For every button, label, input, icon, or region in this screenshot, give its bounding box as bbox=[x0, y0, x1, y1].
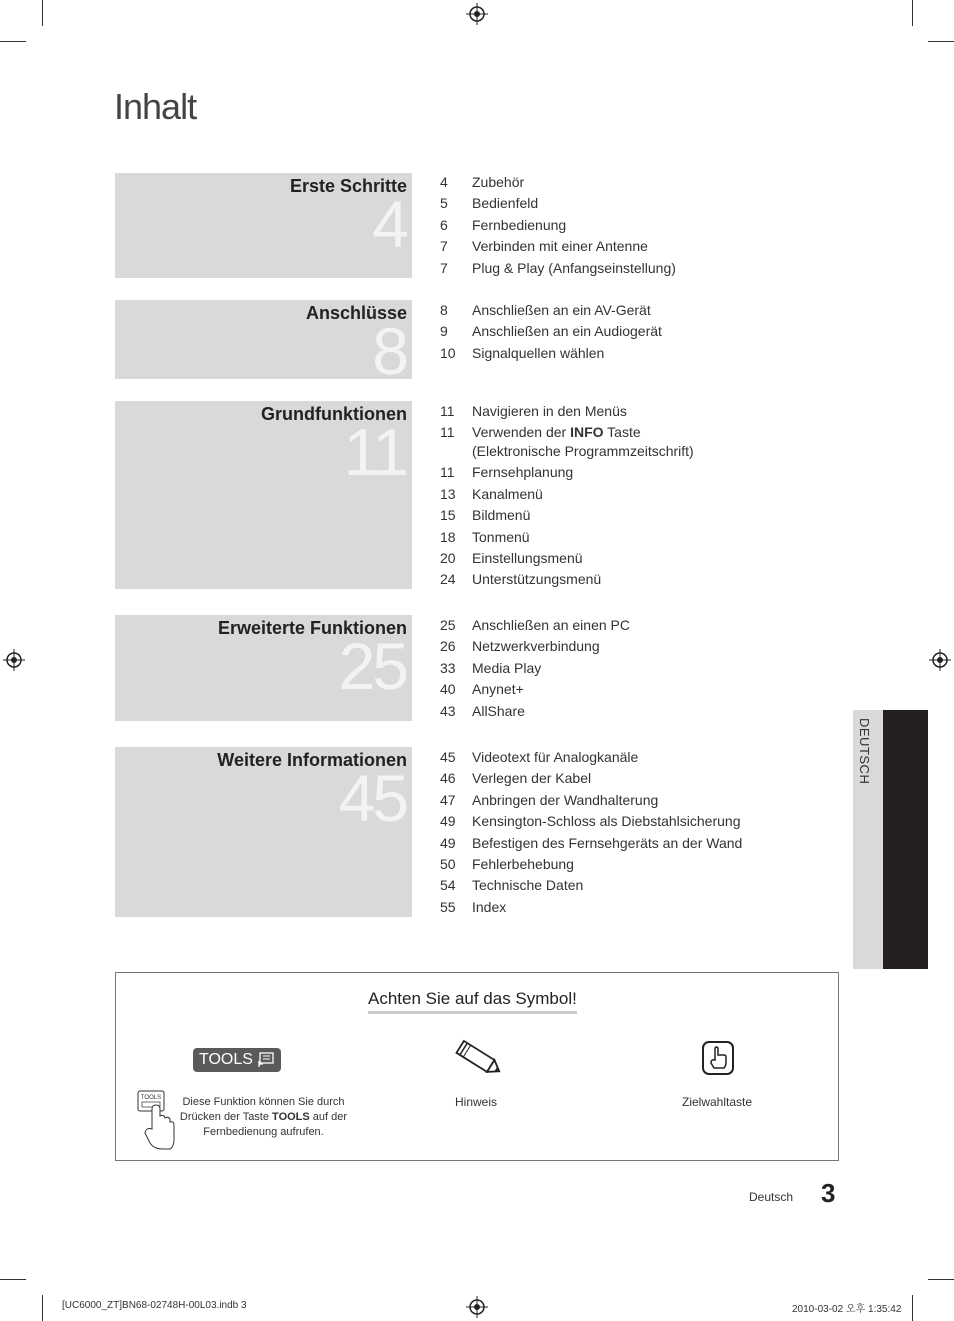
symbol-notice-box bbox=[115, 972, 839, 1161]
toc-entry-text-part: Taste bbox=[603, 424, 641, 441]
toc-entry-text: Unterstützungsmenü bbox=[472, 571, 602, 588]
toc-list-anschluesse bbox=[440, 301, 840, 365]
page-number: 3 bbox=[821, 1178, 836, 1208]
registration-mark-icon bbox=[3, 649, 25, 671]
toc-page-number: 15 bbox=[440, 507, 456, 524]
footer-language: Deutsch bbox=[749, 1190, 794, 1204]
toc-entry-text: Anbringen der Wandhalterung bbox=[472, 791, 659, 808]
section-title: Erweiterte Funktionen bbox=[217, 618, 407, 638]
toc-page-number: 55 bbox=[440, 898, 456, 915]
section-title: Anschlüsse bbox=[305, 303, 407, 323]
toc-item[interactable] bbox=[440, 423, 840, 463]
one-touch-button-icon bbox=[701, 1040, 735, 1076]
remote-hand-icon bbox=[136, 1089, 178, 1151]
toc-item[interactable] bbox=[440, 855, 840, 876]
section-number: 11 bbox=[343, 415, 406, 489]
tools-badge-label: TOOLS bbox=[199, 1051, 253, 1068]
toc-item[interactable] bbox=[440, 237, 840, 258]
toc-entry-text: Netzwerkverbindung bbox=[472, 638, 600, 655]
toc-entry-text: Kanalmenü bbox=[472, 485, 543, 502]
toc-entry-text: Plug & Play (Anfangseinstellung) bbox=[472, 259, 676, 276]
toc-page-number: 10 bbox=[440, 344, 456, 361]
toc-item[interactable] bbox=[440, 898, 840, 919]
toc-item[interactable] bbox=[440, 259, 840, 280]
registration-mark-icon bbox=[466, 3, 488, 25]
toc-item[interactable] bbox=[440, 506, 840, 527]
toc-list-erweiterte-funktionen bbox=[440, 616, 840, 723]
toc-item[interactable] bbox=[440, 748, 840, 769]
toc-item[interactable] bbox=[440, 616, 840, 637]
crop-mark bbox=[42, 1295, 43, 1321]
registration-mark-icon bbox=[466, 1296, 488, 1318]
toc-page-number: 47 bbox=[440, 791, 456, 808]
toc-entry-text: Kensington-Schloss als Diebstahlsicherung bbox=[472, 813, 741, 830]
section-box-erweiterte-funktionen bbox=[115, 615, 412, 721]
toc-entry-text: Anynet+ bbox=[472, 681, 524, 698]
toc-page-number: 20 bbox=[440, 549, 456, 566]
crop-mark bbox=[42, 0, 43, 26]
toc-entry-text: Verlegen der Kabel bbox=[472, 770, 592, 787]
section-box-grundfunktionen bbox=[115, 401, 412, 589]
toc-item[interactable] bbox=[440, 791, 840, 812]
toc-page-number: 43 bbox=[440, 702, 456, 719]
section-number: 8 bbox=[372, 314, 406, 388]
toc-entry-text-part: Verwenden der bbox=[472, 424, 571, 441]
toc-page-number: 40 bbox=[440, 681, 456, 698]
toc-page-number: 25 bbox=[440, 617, 456, 633]
section-box-anschluesse bbox=[115, 300, 412, 388]
section-number: 45 bbox=[338, 761, 406, 835]
toc-item[interactable] bbox=[440, 322, 840, 343]
toc-entry-text: Signalquellen wählen bbox=[472, 344, 605, 361]
toc-page-number: 46 bbox=[440, 770, 456, 787]
toc-item[interactable] bbox=[440, 834, 840, 855]
toc-item[interactable] bbox=[440, 876, 840, 897]
print-file-info: [UC6000_ZT]BN68-02748H-00L03.indb 3 bbox=[62, 1300, 247, 1311]
toc-entry-text: Technische Daten bbox=[472, 877, 584, 894]
section-box-erste-schritte bbox=[115, 173, 412, 278]
toc-page-number: 4 bbox=[440, 174, 448, 190]
hint-label: Hinweis bbox=[455, 1095, 498, 1109]
tools-desc-line: Diese Funktion können Sie durch bbox=[182, 1096, 345, 1108]
toc-entry-text: Verbinden mit einer Antenne bbox=[472, 238, 648, 255]
toc-page-number: 54 bbox=[440, 877, 456, 894]
one-touch-label: Zielwahltaste bbox=[682, 1095, 753, 1109]
toc-item[interactable] bbox=[440, 702, 840, 723]
crop-mark bbox=[912, 0, 913, 26]
page-title: Inhalt bbox=[114, 86, 197, 127]
toc-item[interactable] bbox=[440, 528, 840, 549]
toc-page-number: 7 bbox=[440, 238, 448, 255]
toc-page-number: 11 bbox=[440, 424, 455, 441]
toc-item[interactable] bbox=[440, 194, 840, 215]
crop-mark bbox=[0, 1279, 26, 1280]
info-key-label: INFO bbox=[570, 424, 604, 441]
toc-item[interactable] bbox=[440, 301, 840, 322]
crop-mark bbox=[928, 41, 954, 42]
tools-key-label: TOOLS bbox=[272, 1111, 310, 1123]
tools-badge bbox=[193, 1048, 281, 1072]
toc-item[interactable] bbox=[440, 402, 840, 423]
notice-title: Achten Sie auf das Symbol! bbox=[368, 989, 577, 1014]
crop-mark bbox=[912, 1295, 913, 1321]
toc-item[interactable] bbox=[440, 570, 840, 591]
toc-entry-text: Einstellungsmenü bbox=[472, 549, 583, 566]
toc-page-number: 49 bbox=[440, 834, 456, 851]
pencil-note-icon bbox=[451, 1037, 505, 1079]
toc-entry-text: Fehlerbehebung bbox=[472, 855, 574, 872]
toc-page-number: 11 bbox=[440, 464, 455, 481]
toc-entry-text: Index bbox=[472, 898, 507, 915]
section-title: Erste Schritte bbox=[289, 176, 407, 196]
toc-page-number: 33 bbox=[440, 659, 456, 676]
tools-hand-icon bbox=[257, 1052, 275, 1068]
toc-item[interactable] bbox=[440, 549, 840, 570]
toc-item[interactable] bbox=[440, 812, 840, 833]
toc-entry-text: Bedienfeld bbox=[472, 195, 539, 212]
toc-page-number: 50 bbox=[440, 855, 456, 872]
toc-page-number: 45 bbox=[440, 749, 456, 765]
toc-entry-text: Navigieren in den Menüs bbox=[472, 403, 627, 419]
toc-entry-text: Videotext für Analogkanäle bbox=[472, 749, 639, 765]
toc-item[interactable] bbox=[440, 680, 840, 701]
toc-entry-text: Bildmenü bbox=[472, 507, 531, 524]
tools-desc-line: Drücken der Taste bbox=[179, 1111, 273, 1123]
registration-mark-icon bbox=[929, 649, 951, 671]
toc-item[interactable] bbox=[440, 637, 840, 658]
toc-page-number: 5 bbox=[440, 195, 448, 212]
toc-page-number: 6 bbox=[440, 216, 448, 233]
toc-list-erste-schritte bbox=[440, 173, 840, 280]
toc-entry-text: Zubehör bbox=[472, 174, 525, 190]
section-box-weitere-informationen bbox=[115, 747, 412, 917]
toc-page-number: 18 bbox=[440, 528, 456, 545]
toc-entry-text: Anschließen an ein AV-Gerät bbox=[472, 302, 651, 318]
toc-entry-text: Anschließen an ein Audiogerät bbox=[472, 323, 662, 340]
toc-entry-text-part: (Elektronische Programmzeitschrift) bbox=[472, 443, 694, 460]
toc-item[interactable] bbox=[440, 173, 840, 194]
toc-entry-text: Befestigen des Fernsehgeräts an der Wand bbox=[472, 834, 743, 851]
toc-entry-text: Fernbedienung bbox=[472, 216, 567, 233]
toc-page-number: 11 bbox=[440, 403, 455, 419]
toc-entry-text: Anschließen an einen PC bbox=[472, 617, 630, 633]
toc-page-number: 7 bbox=[440, 259, 448, 276]
toc-item[interactable] bbox=[440, 344, 840, 365]
toc-item[interactable] bbox=[440, 485, 840, 506]
toc-entry-text: AllShare bbox=[472, 702, 525, 719]
section-title: Weitere Informationen bbox=[217, 750, 407, 770]
section-number: 25 bbox=[338, 629, 406, 703]
toc-list-grundfunktionen bbox=[440, 402, 840, 592]
crop-mark bbox=[0, 41, 26, 42]
tools-desc-line: Fernbedienung aufrufen. bbox=[203, 1126, 324, 1138]
tools-small-label: TOOLS bbox=[140, 1095, 162, 1101]
toc-page-number: 24 bbox=[440, 571, 456, 588]
toc-page-number: 9 bbox=[440, 323, 448, 340]
language-tab-label: DEUTSCH bbox=[857, 718, 872, 785]
toc-entry-text: Fernsehplanung bbox=[472, 464, 574, 481]
toc-item[interactable] bbox=[440, 216, 840, 237]
toc-item[interactable] bbox=[440, 769, 840, 790]
toc-page-number: 8 bbox=[440, 302, 448, 318]
toc-page-number: 13 bbox=[440, 485, 456, 502]
section-title: Grundfunktionen bbox=[261, 404, 407, 424]
toc-page-number: 26 bbox=[440, 638, 456, 655]
print-timestamp: 2010-03-02 오후 1:35:42 bbox=[792, 1304, 902, 1315]
tools-description bbox=[176, 1095, 351, 1140]
tools-desc-line: auf der bbox=[309, 1111, 348, 1123]
toc-item[interactable] bbox=[440, 659, 840, 680]
toc-entry-text: Media Play bbox=[472, 659, 542, 676]
toc-item[interactable] bbox=[440, 463, 840, 484]
toc-entry-text bbox=[472, 423, 694, 461]
section-number: 4 bbox=[372, 187, 406, 261]
toc-list-weitere-informationen bbox=[440, 748, 840, 919]
language-tab-accent bbox=[883, 710, 928, 969]
crop-mark bbox=[928, 1279, 954, 1280]
toc-entry-text: Tonmenü bbox=[472, 528, 530, 545]
toc-page-number: 49 bbox=[440, 813, 456, 830]
